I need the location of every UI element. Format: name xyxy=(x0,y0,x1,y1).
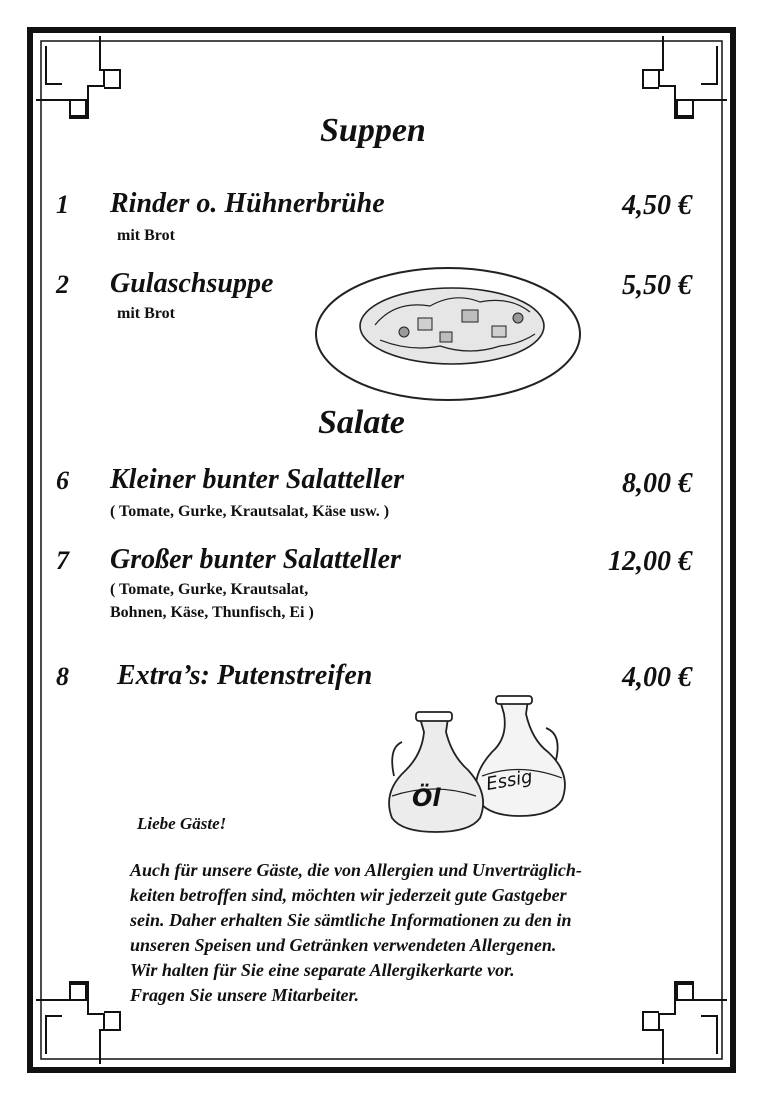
notice-line: Auch für unsere Gäste, die von Allergien und Unverträglich- xyxy=(130,860,582,880)
corner-ornament-top-right xyxy=(643,36,727,118)
section-title-soups: Suppen xyxy=(320,112,426,149)
item-description-line: Bohnen, Käse, Thunfisch, Ei ) xyxy=(110,604,314,621)
item-price: 4,50 € xyxy=(622,190,692,221)
item-number: 8 xyxy=(56,662,69,691)
item-description xyxy=(110,578,314,624)
notice-line: Fragen Sie unsere Mitarbeiter. xyxy=(130,985,360,1005)
item-number: 6 xyxy=(56,466,69,495)
soup-plate-drawing xyxy=(316,268,580,400)
item-description-line: ( Tomate, Gurke, Krautsalat, xyxy=(110,581,309,598)
item-name: Großer bunter Salatteller xyxy=(110,544,401,575)
item-description: mit Brot xyxy=(117,227,175,244)
notice-line: Wir halten für Sie eine separate Allergikerkarte vor. xyxy=(130,960,515,980)
item-number: 1 xyxy=(56,190,69,219)
notice-line: sein. Daher erhalten Sie sämtliche Informationen zu den in xyxy=(130,910,572,930)
item-number: 2 xyxy=(56,270,69,299)
item-name: Kleiner bunter Salatteller xyxy=(110,464,405,495)
item-name: Rinder o. Hühnerbrühe xyxy=(110,188,385,219)
item-price: 4,00 € xyxy=(622,662,692,693)
svg-text:Öl: Öl xyxy=(412,784,441,812)
item-price: 12,00 € xyxy=(608,546,692,577)
corner-ornament-bottom-right xyxy=(643,982,727,1064)
item-description: mit Brot xyxy=(117,305,175,322)
notice-greeting: Liebe Gäste! xyxy=(137,814,227,833)
notice-line: unseren Speisen und Getränken verwendeten Allergenen. xyxy=(130,935,557,955)
item-number: 7 xyxy=(56,546,69,575)
item-price: 5,50 € xyxy=(622,270,692,301)
item-name: Extra’s: Putenstreifen xyxy=(117,660,373,691)
notice-line: keiten betroffen sind, möchten wir jederzeit gute Gastgeber xyxy=(130,885,567,905)
corner-ornament-top-left xyxy=(36,36,120,118)
section-title-salads: Salate xyxy=(318,404,405,441)
item-description: ( Tomate, Gurke, Krautsalat, Käse usw. ) xyxy=(110,503,390,520)
allergy-notice xyxy=(130,858,582,1008)
item-name: Gulaschsuppe xyxy=(110,268,274,299)
svg-text:Essig: Essig xyxy=(484,766,535,796)
item-price: 8,00 € xyxy=(622,468,692,499)
corner-ornament-bottom-left xyxy=(36,982,120,1064)
